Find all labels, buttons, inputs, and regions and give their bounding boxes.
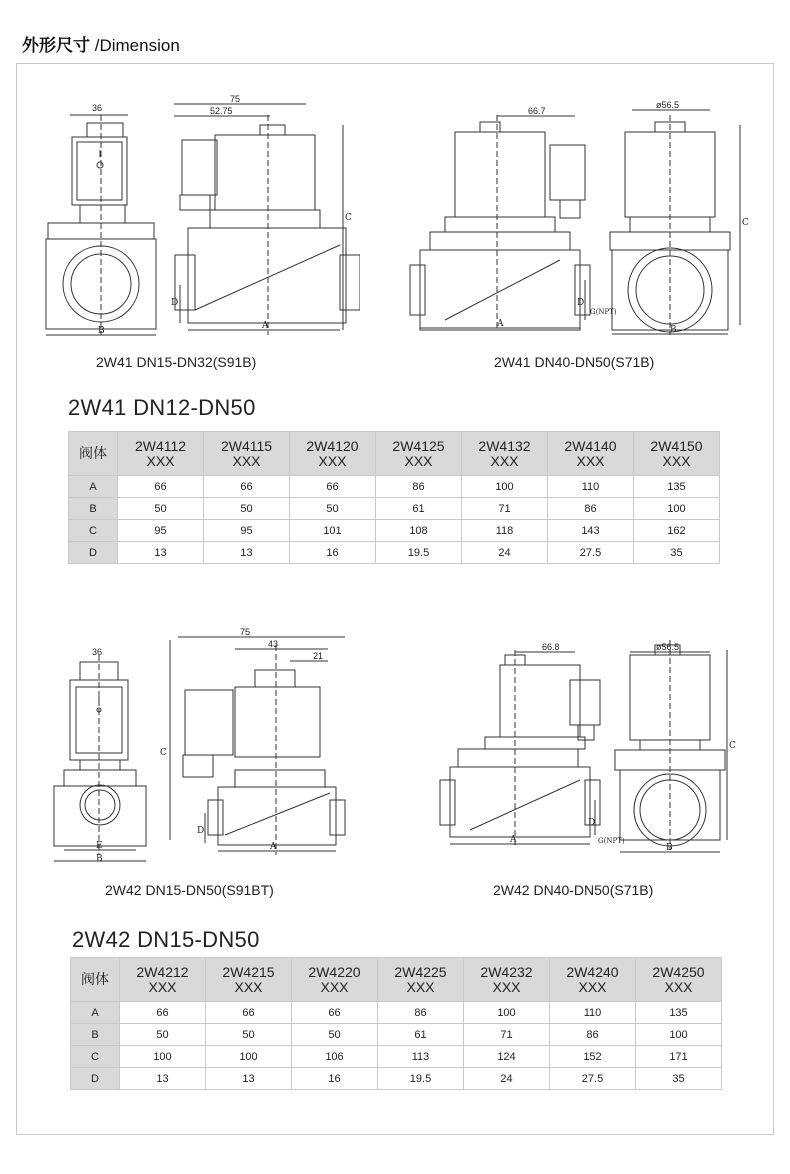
row-label: B bbox=[71, 1024, 120, 1046]
table-cell: 71 bbox=[464, 1024, 550, 1046]
table-cell: 100 bbox=[120, 1046, 206, 1068]
dim-d: D bbox=[171, 298, 179, 308]
dim-dia-56-5: ø56.5 bbox=[656, 642, 680, 652]
table-cell: 135 bbox=[634, 476, 720, 498]
dim-a: A bbox=[510, 835, 517, 845]
table-cell: 35 bbox=[636, 1068, 722, 1090]
row-label: A bbox=[71, 1002, 120, 1024]
table-cell: 50 bbox=[118, 498, 204, 520]
table-cell: 101 bbox=[290, 520, 376, 542]
table-cell: 66 bbox=[204, 476, 290, 498]
table-row bbox=[69, 542, 720, 564]
col-header: 2W4240 XXX bbox=[550, 958, 636, 1002]
dim-c: C bbox=[345, 213, 352, 223]
table-row bbox=[71, 1046, 722, 1068]
table-cell: 50 bbox=[206, 1024, 292, 1046]
table-cell: 86 bbox=[376, 476, 462, 498]
table-row bbox=[71, 1002, 722, 1024]
page-header bbox=[22, 31, 180, 56]
table-cell: 61 bbox=[378, 1024, 464, 1046]
col-header: 2W4112 XXX bbox=[118, 432, 204, 476]
dim-d: D bbox=[197, 826, 205, 836]
table-cell: 16 bbox=[292, 1068, 378, 1090]
row-label: D bbox=[69, 542, 118, 564]
table-cell: 19.5 bbox=[378, 1068, 464, 1090]
table-header-row bbox=[71, 958, 722, 1002]
drawing-2w41-dn15-dn32 bbox=[40, 95, 360, 345]
table-row bbox=[71, 1068, 722, 1090]
corner-cell: 阀体 bbox=[69, 432, 118, 476]
spec-table-2w42 bbox=[70, 957, 722, 1090]
dim-b: B bbox=[98, 326, 105, 336]
dim-d: D bbox=[577, 298, 585, 308]
table-cell: 152 bbox=[550, 1046, 636, 1068]
dim-dia-56-5: ø56.5 bbox=[656, 100, 680, 110]
table-cell: 100 bbox=[206, 1046, 292, 1068]
table-cell: 66 bbox=[118, 476, 204, 498]
dim-c: C bbox=[742, 218, 749, 228]
table-header-row bbox=[69, 432, 720, 476]
dim-c: C bbox=[729, 741, 736, 751]
dim-75: 75 bbox=[230, 95, 241, 104]
table-cell: 71 bbox=[462, 498, 548, 520]
dim-66-8: 66.8 bbox=[542, 642, 560, 652]
table-cell: 50 bbox=[120, 1024, 206, 1046]
table-cell: 100 bbox=[634, 498, 720, 520]
row-label: A bbox=[69, 476, 118, 498]
table-cell: 110 bbox=[550, 1002, 636, 1024]
table-row bbox=[69, 476, 720, 498]
table-cell: 16 bbox=[290, 542, 376, 564]
dim-g-npt: G(NPT) bbox=[590, 308, 617, 316]
dim-21: 21 bbox=[313, 651, 324, 661]
table-cell: 171 bbox=[636, 1046, 722, 1068]
row-label: C bbox=[69, 520, 118, 542]
col-header: 2W4232 XXX bbox=[464, 958, 550, 1002]
table-cell: 135 bbox=[636, 1002, 722, 1024]
table-cell: 110 bbox=[548, 476, 634, 498]
dim-a: A bbox=[262, 321, 269, 331]
table-cell: 24 bbox=[464, 1068, 550, 1090]
table-cell: 66 bbox=[120, 1002, 206, 1024]
dim-b: B bbox=[670, 325, 677, 335]
table-cell: 162 bbox=[634, 520, 720, 542]
dim-75: 75 bbox=[240, 627, 251, 637]
table-cell: 50 bbox=[290, 498, 376, 520]
table-cell: 27.5 bbox=[550, 1068, 636, 1090]
header-title-cn: 外形尺寸 bbox=[22, 36, 90, 55]
table-cell: 35 bbox=[634, 542, 720, 564]
table-cell: 61 bbox=[376, 498, 462, 520]
col-header: 2W4115 XXX bbox=[204, 432, 290, 476]
col-header: 2W4150 XXX bbox=[634, 432, 720, 476]
corner-cell: 阀体 bbox=[71, 958, 120, 1002]
col-header: 2W4250 XXX bbox=[636, 958, 722, 1002]
table-cell: 50 bbox=[292, 1024, 378, 1046]
table-row bbox=[69, 498, 720, 520]
table-cell: 24 bbox=[462, 542, 548, 564]
table-cell: 66 bbox=[292, 1002, 378, 1024]
col-header: 2W4125 XXX bbox=[376, 432, 462, 476]
drawing-2w41-dn40-dn50 bbox=[400, 100, 750, 340]
header-title-en: /Dimension bbox=[94, 36, 180, 55]
table-cell: 143 bbox=[548, 520, 634, 542]
col-header: 2W4220 XXX bbox=[292, 958, 378, 1002]
table-cell: 86 bbox=[548, 498, 634, 520]
table-cell: 100 bbox=[462, 476, 548, 498]
dim-36: 36 bbox=[92, 103, 103, 113]
drawing-2w42-dn40-dn50 bbox=[430, 640, 750, 860]
table-cell: 66 bbox=[206, 1002, 292, 1024]
col-header: 2W4132 XXX bbox=[462, 432, 548, 476]
col-header: 2W4225 XXX bbox=[378, 958, 464, 1002]
dim-b: B bbox=[96, 854, 103, 864]
dim-c: C bbox=[160, 748, 167, 758]
dim-52-75: 52.75 bbox=[210, 106, 233, 116]
table-cell: 86 bbox=[550, 1024, 636, 1046]
table-cell: 27.5 bbox=[548, 542, 634, 564]
col-header: 2W4212 XXX bbox=[120, 958, 206, 1002]
table-cell: 13 bbox=[206, 1068, 292, 1090]
caption-2w41-dn40-dn50: 2W41 DN40-DN50(S71B) bbox=[494, 354, 655, 370]
row-label: B bbox=[69, 498, 118, 520]
table-cell: 113 bbox=[378, 1046, 464, 1068]
table-cell: 13 bbox=[204, 542, 290, 564]
dim-43: 43 bbox=[268, 639, 279, 649]
dim-36: 36 bbox=[92, 647, 103, 657]
caption-2w42-dn40-dn50: 2W42 DN40-DN50(S71B) bbox=[493, 882, 654, 898]
table-cell: 95 bbox=[118, 520, 204, 542]
table1-title: 2W41 DN12-DN50 bbox=[68, 395, 256, 420]
table-cell: 100 bbox=[636, 1024, 722, 1046]
table-row bbox=[69, 520, 720, 542]
drawing-2w42-dn15-dn50 bbox=[40, 625, 370, 870]
table-cell: 108 bbox=[376, 520, 462, 542]
table-cell: 50 bbox=[204, 498, 290, 520]
table-cell: 66 bbox=[290, 476, 376, 498]
table-cell: 118 bbox=[462, 520, 548, 542]
table-cell: 86 bbox=[378, 1002, 464, 1024]
table-row bbox=[71, 1024, 722, 1046]
dim-g-npt: G(NPT) bbox=[598, 837, 625, 845]
table-cell: 106 bbox=[292, 1046, 378, 1068]
dim-a: A bbox=[497, 319, 504, 329]
row-label: D bbox=[71, 1068, 120, 1090]
dim-d: D bbox=[588, 818, 596, 828]
col-header: 2W4120 XXX bbox=[290, 432, 376, 476]
caption-2w42-dn15-dn50: 2W42 DN15-DN50(S91BT) bbox=[105, 882, 274, 898]
table-cell: 95 bbox=[204, 520, 290, 542]
caption-2w41-dn15-dn32: 2W41 DN15-DN32(S91B) bbox=[96, 354, 257, 370]
table-cell: 19.5 bbox=[376, 542, 462, 564]
dim-a: A bbox=[270, 842, 277, 852]
table2-title: 2W42 DN15-DN50 bbox=[72, 927, 260, 952]
dim-b: B bbox=[666, 843, 673, 853]
table-cell: 100 bbox=[464, 1002, 550, 1024]
table-cell: 124 bbox=[464, 1046, 550, 1068]
dim-e: E bbox=[96, 841, 103, 851]
spec-table-2w41 bbox=[68, 431, 720, 564]
col-header: 2W4215 XXX bbox=[206, 958, 292, 1002]
col-header: 2W4140 XXX bbox=[548, 432, 634, 476]
table-cell: 13 bbox=[120, 1068, 206, 1090]
row-label: C bbox=[71, 1046, 120, 1068]
table-cell: 13 bbox=[118, 542, 204, 564]
dim-66-7: 66.7 bbox=[528, 106, 546, 116]
